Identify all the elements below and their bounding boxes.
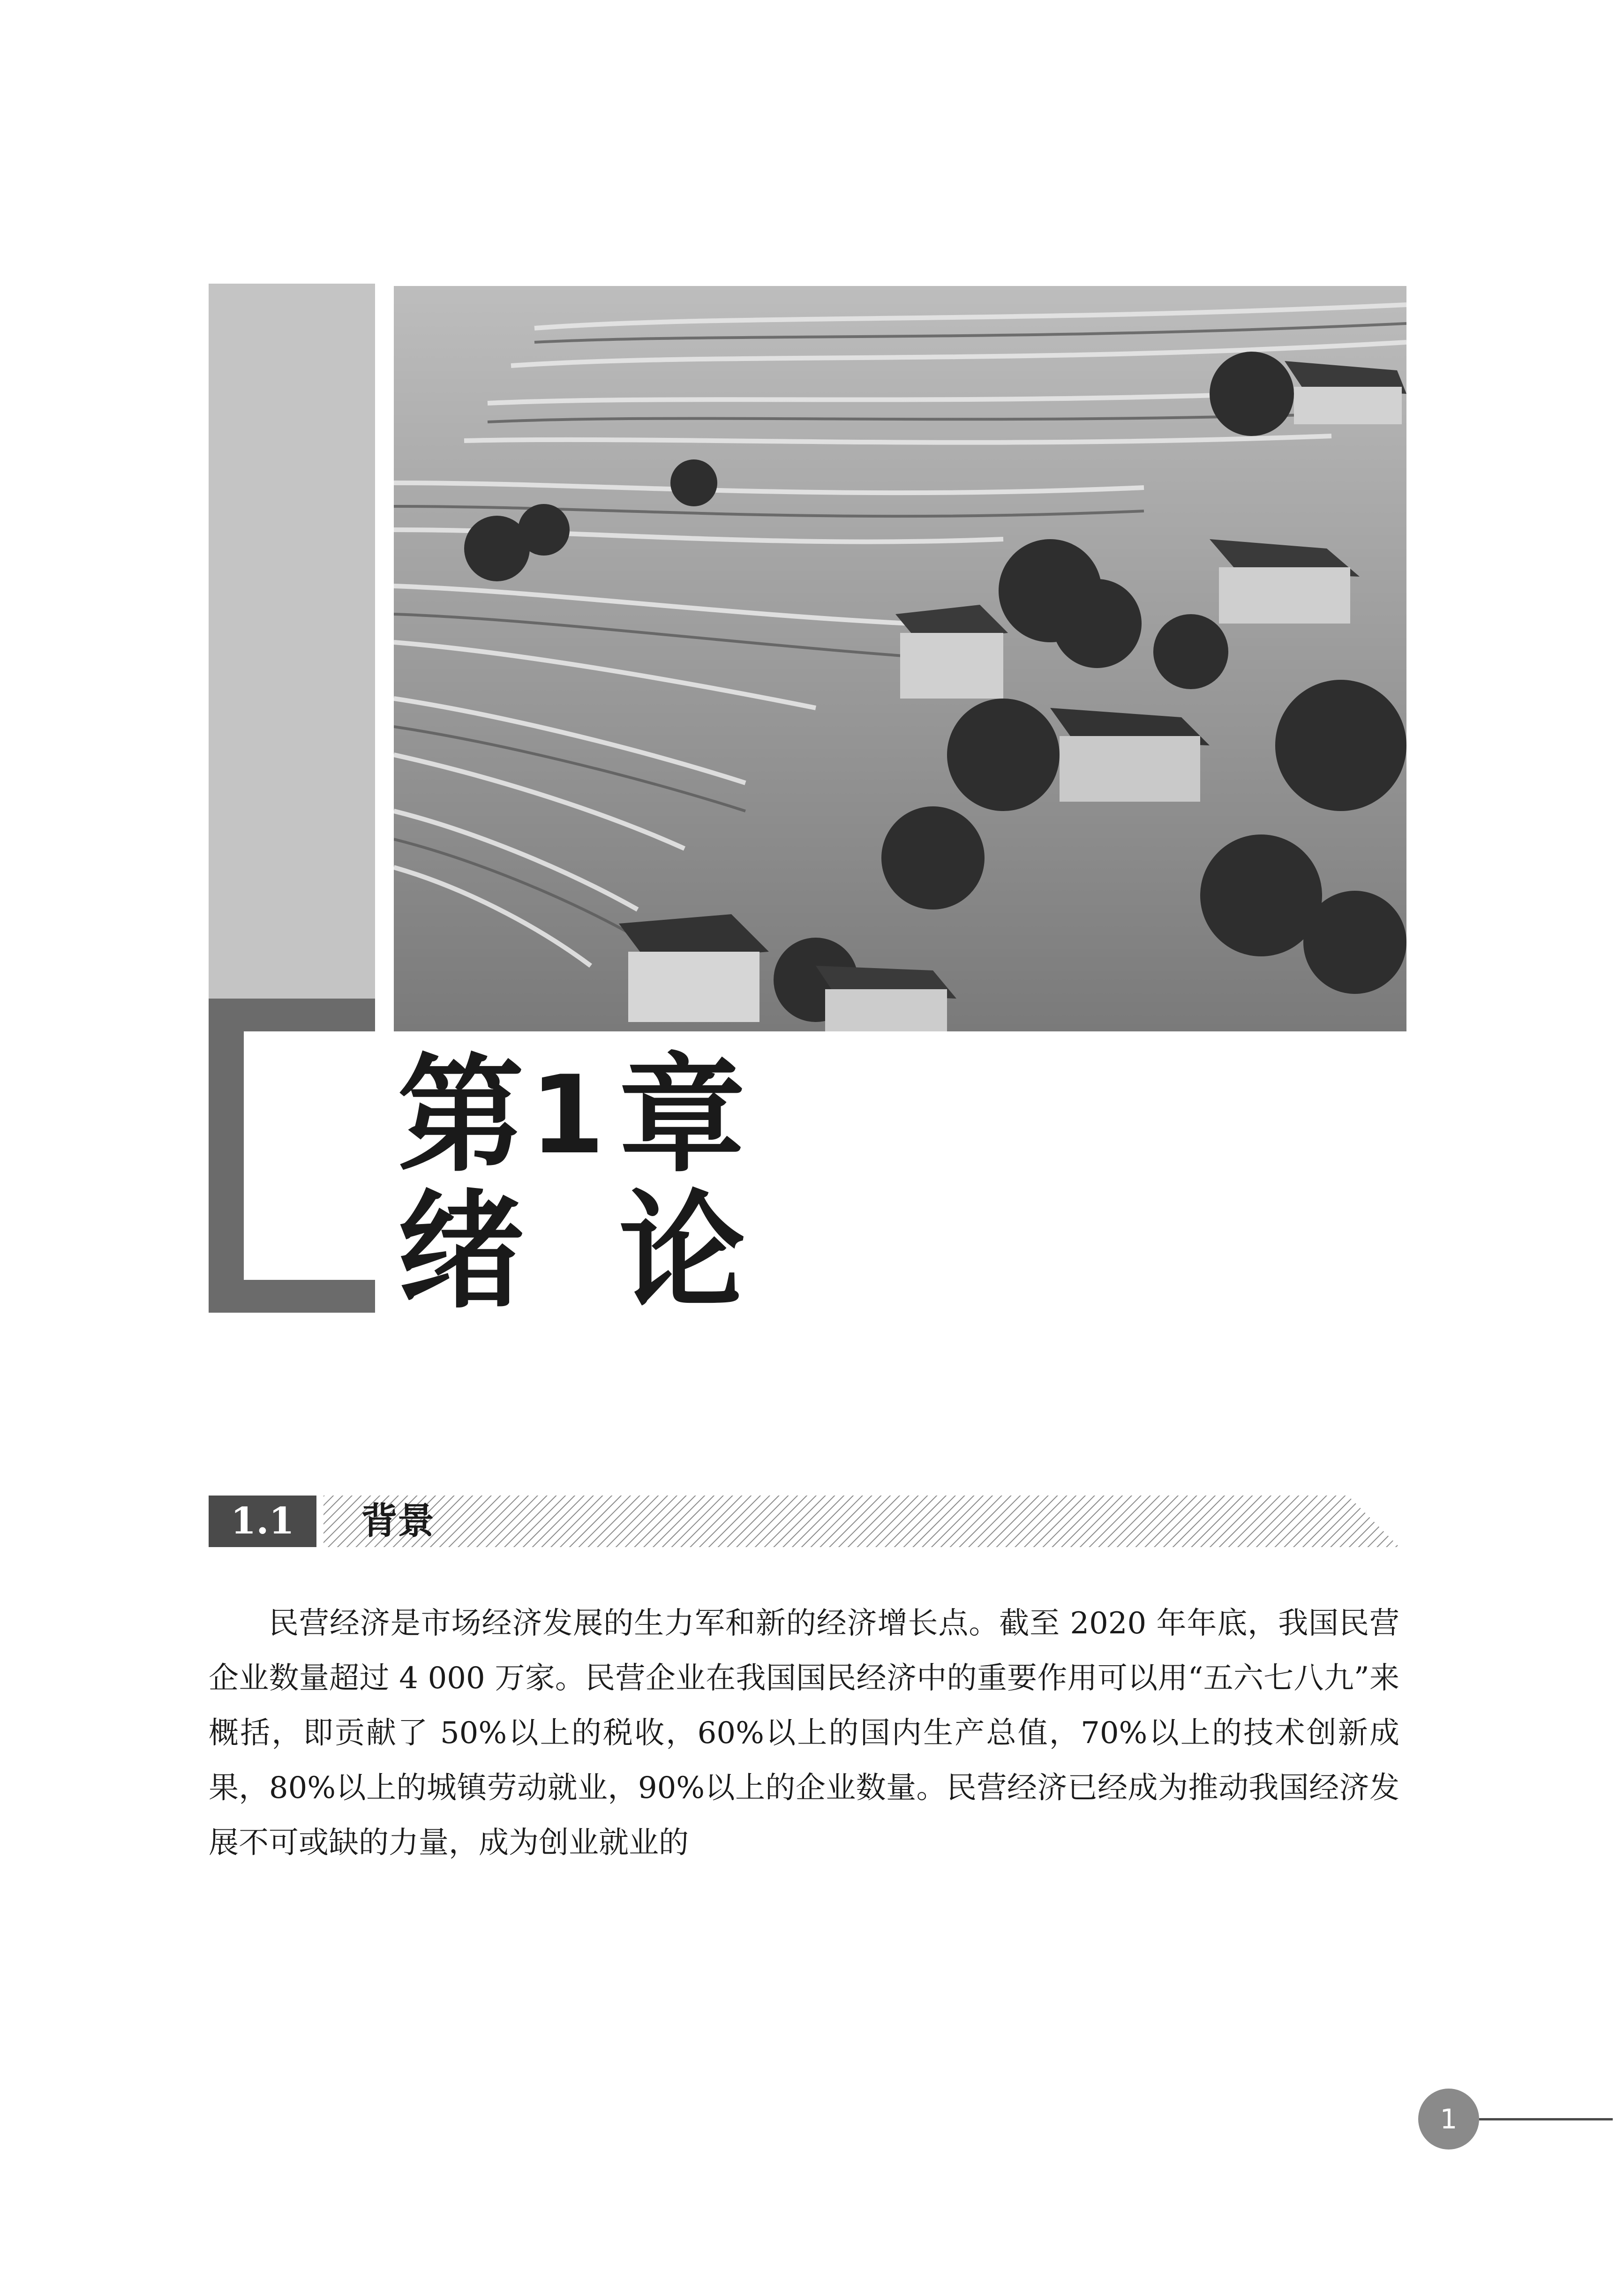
chapter-title-char-2: 论 — [619, 1178, 745, 1325]
chapter-suffix: 章 — [619, 1042, 745, 1189]
section-number: 1.1 — [209, 1496, 316, 1547]
chapter-bracket-light — [209, 284, 375, 999]
page-number-rule — [1479, 2118, 1613, 2120]
terraced-fields-photo — [394, 286, 1406, 1031]
body-paragraph: 民营经济是市场经济发展的生力军和新的经济增长点。截至 2020 年年底，我国民营企业数量超过 4 000 万家。民营企业在我国国民经济中的重要作用可以用“五六七八九”来概括，即贡献了 50%以上的税收，60%以上的国内生产总值，70%以上的技术创新成果，80%以上的城镇劳动就业，90%以上的企业数量。民营经济已经成为推动我国经济发展不可或缺的力量，成为创业就业的 — [209, 1606, 1399, 1860]
body-text — [209, 1596, 1399, 1871]
chapter-bracket-dark-bottom — [209, 1280, 375, 1313]
chapter-title-char-1: 绪 — [398, 1178, 524, 1325]
section-title: 背景 — [361, 1500, 435, 1542]
section-header-hatch — [323, 1496, 1399, 1547]
chapter-bracket-dark-top — [209, 999, 375, 1031]
chapter-number: 1 — [530, 1053, 605, 1178]
chapter-bracket-dark-vertical — [209, 999, 244, 1313]
chapter-prefix: 第 — [398, 1042, 524, 1189]
page-number: 1 — [1418, 2089, 1479, 2150]
